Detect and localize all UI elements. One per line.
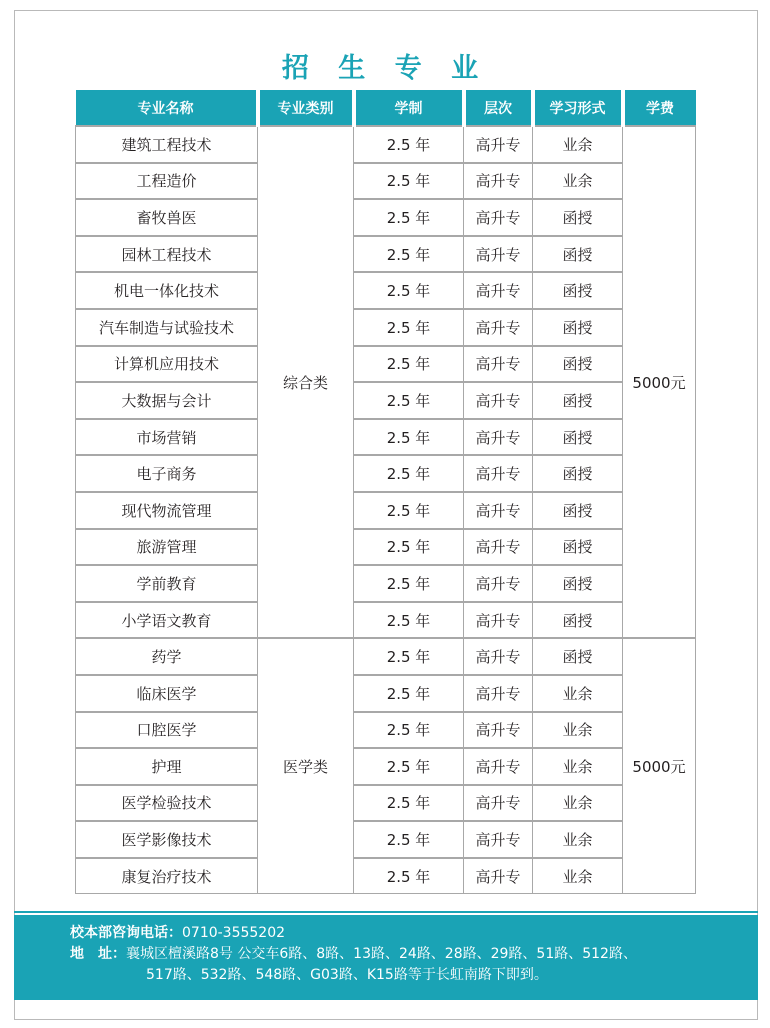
phone-label: 校本部咨询电话：: [70, 925, 182, 941]
table-row: [76, 748, 696, 785]
major-name-cell: 计算机应用技术: [76, 346, 258, 383]
study-mode-cell: 函授: [533, 309, 623, 346]
duration-cell: 2.5 年: [354, 419, 464, 456]
major-name-cell: 药学: [76, 638, 258, 675]
header-duration: 学制: [354, 90, 464, 126]
duration-cell: 2.5 年: [354, 346, 464, 383]
table-row: [76, 492, 696, 529]
table-row: [76, 419, 696, 456]
duration-cell: 2.5 年: [354, 748, 464, 785]
study-mode-cell: 业余: [533, 163, 623, 200]
major-name-cell: 临床医学: [76, 675, 258, 712]
study-mode-cell: 业余: [533, 748, 623, 785]
address-text-2: 517路、532路、548路、G03路、K15路等于长虹南路下即到。: [146, 967, 548, 983]
level-cell: 高升专: [464, 419, 533, 456]
table-body: [76, 126, 696, 894]
study-mode-cell: 业余: [533, 675, 623, 712]
table-row: [76, 638, 696, 675]
study-mode-cell: 函授: [533, 419, 623, 456]
major-name-cell: 旅游管理: [76, 529, 258, 566]
header-level: 层次: [464, 90, 533, 126]
duration-cell: 2.5 年: [354, 602, 464, 639]
header-major-name: 专业名称: [76, 90, 258, 126]
level-cell: 高升专: [464, 638, 533, 675]
table-row: [76, 602, 696, 639]
duration-cell: 2.5 年: [354, 272, 464, 309]
page-title: 招 生 专 业: [281, 53, 489, 84]
level-cell: 高升专: [464, 346, 533, 383]
duration-cell: 2.5 年: [354, 858, 464, 894]
tuition-cell: 5000元: [623, 638, 696, 894]
table-row: [76, 382, 696, 419]
duration-cell: 2.5 年: [354, 529, 464, 566]
study-mode-cell: 函授: [533, 382, 623, 419]
major-name-cell: 电子商务: [76, 455, 258, 492]
table-row: [76, 675, 696, 712]
category-cell: 综合类: [258, 126, 354, 638]
major-name-cell: 医学检验技术: [76, 785, 258, 822]
level-cell: 高升专: [464, 272, 533, 309]
level-cell: 高升专: [464, 675, 533, 712]
duration-cell: 2.5 年: [354, 199, 464, 236]
level-cell: 高升专: [464, 236, 533, 273]
study-mode-cell: 函授: [533, 602, 623, 639]
address-label: 地 址：: [70, 946, 126, 962]
study-mode-cell: 业余: [533, 858, 623, 894]
major-name-cell: 医学影像技术: [76, 821, 258, 858]
duration-cell: 2.5 年: [354, 492, 464, 529]
study-mode-cell: 函授: [533, 272, 623, 309]
level-cell: 高升专: [464, 858, 533, 894]
duration-cell: 2.5 年: [354, 565, 464, 602]
table-row: [76, 236, 696, 273]
table-row: [76, 529, 696, 566]
level-cell: 高升专: [464, 199, 533, 236]
major-name-cell: 现代物流管理: [76, 492, 258, 529]
major-name-cell: 大数据与会计: [76, 382, 258, 419]
study-mode-cell: 函授: [533, 638, 623, 675]
major-name-cell: 市场营销: [76, 419, 258, 456]
table-row: [76, 309, 696, 346]
major-name-cell: 园林工程技术: [76, 236, 258, 273]
contact-footer: [14, 915, 758, 1000]
duration-cell: 2.5 年: [354, 163, 464, 200]
table-row: [76, 455, 696, 492]
level-cell: 高升专: [464, 492, 533, 529]
major-name-cell: 汽车制造与试验技术: [76, 309, 258, 346]
header-category: 专业类别: [258, 90, 354, 126]
table-row: [76, 858, 696, 894]
table-row: [76, 163, 696, 200]
study-mode-cell: 函授: [533, 529, 623, 566]
study-mode-cell: 函授: [533, 346, 623, 383]
table-row: [76, 785, 696, 822]
address-line-2: [70, 965, 758, 986]
study-mode-cell: 函授: [533, 455, 623, 492]
major-name-cell: 口腔医学: [76, 712, 258, 749]
level-cell: 高升专: [464, 529, 533, 566]
header-study-mode: 学习形式: [533, 90, 623, 126]
phone-line: [70, 923, 758, 944]
study-mode-cell: 业余: [533, 821, 623, 858]
duration-cell: 2.5 年: [354, 675, 464, 712]
major-name-cell: 学前教育: [76, 565, 258, 602]
study-mode-cell: 业余: [533, 126, 623, 163]
table-row: [76, 272, 696, 309]
duration-cell: 2.5 年: [354, 821, 464, 858]
major-name-cell: 护理: [76, 748, 258, 785]
major-name-cell: 畜牧兽医: [76, 199, 258, 236]
table-header-row: [76, 90, 696, 126]
duration-cell: 2.5 年: [354, 236, 464, 273]
level-cell: 高升专: [464, 163, 533, 200]
level-cell: 高升专: [464, 821, 533, 858]
table-row: [76, 821, 696, 858]
level-cell: 高升专: [464, 712, 533, 749]
level-cell: 高升专: [464, 126, 533, 163]
table-row: [76, 126, 696, 163]
study-mode-cell: 业余: [533, 785, 623, 822]
level-cell: 高升专: [464, 455, 533, 492]
duration-cell: 2.5 年: [354, 712, 464, 749]
tuition-cell: 5000元: [623, 126, 696, 638]
table-row: [76, 199, 696, 236]
major-name-cell: 小学语文教育: [76, 602, 258, 639]
study-mode-cell: 函授: [533, 565, 623, 602]
table-row: [76, 565, 696, 602]
level-cell: 高升专: [464, 785, 533, 822]
duration-cell: 2.5 年: [354, 785, 464, 822]
duration-cell: 2.5 年: [354, 455, 464, 492]
phone-number: 0710-3555202: [182, 925, 286, 941]
level-cell: 高升专: [464, 565, 533, 602]
study-mode-cell: 函授: [533, 236, 623, 273]
study-mode-cell: 函授: [533, 199, 623, 236]
study-mode-cell: 业余: [533, 712, 623, 749]
major-name-cell: 机电一体化技术: [76, 272, 258, 309]
header-tuition: 学费: [623, 90, 696, 126]
duration-cell: 2.5 年: [354, 638, 464, 675]
table-row: [76, 712, 696, 749]
duration-cell: 2.5 年: [354, 382, 464, 419]
level-cell: 高升专: [464, 382, 533, 419]
category-cell: 医学类: [258, 638, 354, 894]
address-line: [70, 944, 758, 965]
level-cell: 高升专: [464, 748, 533, 785]
level-cell: 高升专: [464, 309, 533, 346]
duration-cell: 2.5 年: [354, 126, 464, 163]
major-name-cell: 建筑工程技术: [76, 126, 258, 163]
study-mode-cell: 函授: [533, 492, 623, 529]
majors-table: [75, 90, 696, 894]
major-name-cell: 康复治疗技术: [76, 858, 258, 894]
address-text-1: 襄城区檀溪路8号 公交车6路、8路、13路、24路、28路、29路、51路、512路、: [126, 946, 637, 962]
duration-cell: 2.5 年: [354, 309, 464, 346]
level-cell: 高升专: [464, 602, 533, 639]
table-row: [76, 346, 696, 383]
major-name-cell: 工程造价: [76, 163, 258, 200]
